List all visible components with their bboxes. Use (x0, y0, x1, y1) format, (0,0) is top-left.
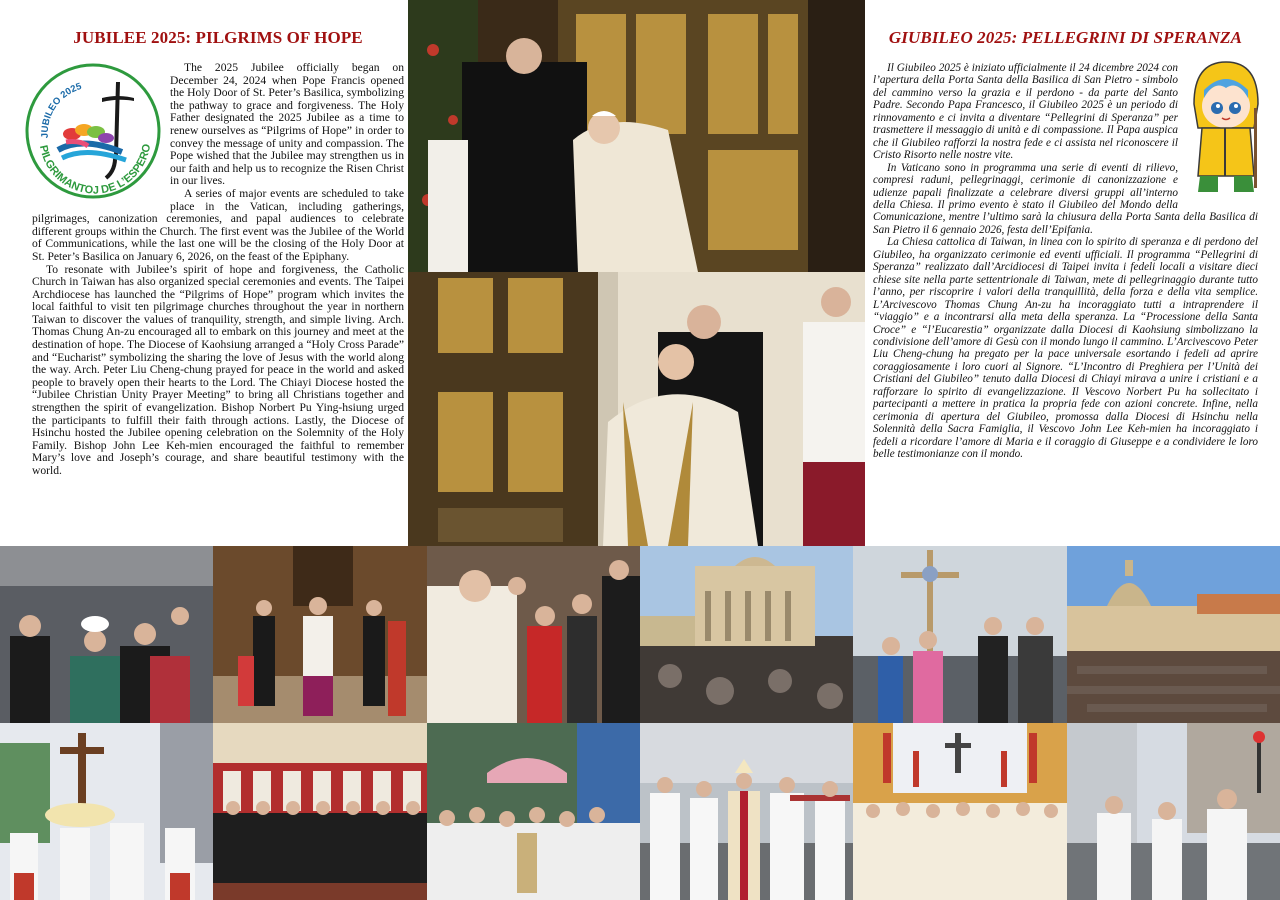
photo-pope-opening-holy-door (408, 0, 865, 272)
jubilee-logo (22, 60, 164, 202)
photo-basilica-crowd-aerial (1067, 546, 1280, 723)
photo-pope-with-children (427, 546, 640, 723)
italian-paragraph-2: In Vaticano sono in programma una serie di eventi di rilievo, compresi raduni, pellegrinaggi, cerimonie di canonizzazione e udienze papali finalizzate a celebrare diversi gruppi all’interno della Chiesa. Il primo evento è stato il Giubileo del Mondo della Comunicazione, mentre l’ultimo sarà la chiusura della Porta Santa della Basilica di San Pietro il 6 gennaio 2026, festa dell’Epifania. (873, 161, 1258, 236)
photo-street-mass-canopy (427, 723, 640, 900)
photo-crowd-with-icon (0, 546, 213, 723)
photo-crucifix-procession-street (0, 723, 213, 900)
photo-bishop-procession-street (640, 723, 853, 900)
italian-article (865, 0, 1280, 546)
photo-church-entrance-group (213, 546, 427, 723)
english-paragraph-1: The 2025 Jubilee officially began on December 24, 2024 when Pope Francis opened the Holy Door of St. Peter’s Basilica, symbolizing the pathway to grace and forgiveness. The Holy Father designated the 2025 Jubilee as a time to renew ourselves as “Pilgrims of Hope” in order to convey the message of unity and compassion. The Pope wished that the Jubilee may strengthen us in our faith and help us to recognize the Risen Christ in our lives. (170, 61, 404, 188)
english-article (0, 0, 410, 546)
luce-mascot-image (1184, 58, 1268, 200)
english-body (32, 62, 404, 478)
photo-procession-with-cross (853, 546, 1067, 723)
italian-title: GIUBILEO 2025: PELLEGRINI DI SPERANZA (888, 28, 1243, 47)
italian-paragraph-3: La Chiesa cattolica di Taiwan, in linea con lo spirito di speranza e di perdono del Giubileo, ha organizzato cerimonie ed eventi ufficiali. Il programma “Pellegrini di Speranza” realizzato dall’Arcidiocesi di Taipei invita i fedeli locali a visitare dieci chiese site nella parte settentrionale di Taiwan, mete di pellegrinaggio durante tutto l’anno, per riscoprire i valori della tranquillità, della forza e della vita semplice. L’Arcivescovo Thomas Chung An-zu ha incoraggiato tutti a intraprendere il “viaggio” e a incontrarsi alla meta della speranza. La “Processione della Santa Croce” e “l’Eucarestia” organizzate dalla Diocesi di Kaohsiung simbolizzano la condivisione dell’amore di Gesù con il mondo lungo il cammino. L’Arcivescovo Peter Liu Cheng-chung ha pregato per la pace universale esortando i fedeli ad aprire coraggiosamente i loro cuori al Signore. “L’Incontro di Preghiera per l’Unità dei Cristiani del Giubileo” tenuto dalla Diocesi di Chiayi mirava a unire i cristiani e a rafforzare lo spirito di evangelizzazione. Il Vescovo Norbert Pu ha sollecitato i partecipanti a mettere in pratica la propria fede con azioni concrete. Infine, nella cerimonia di apertura del Giubileo, promossa dalla Diocesi di Hsinchu nella Solennità della Sacra Famiglia, il Vescovo John Lee Keh-mien ha incoraggiato i fedeli a ricordare l’amore di Maria e il coraggio di Giuseppe e a condividere le loro belle testimonianze con il mondo. (873, 236, 1258, 461)
logo-arc-top-text: JUBILEO 2025 (39, 81, 84, 139)
logo-arc-bottom-text: PILGRIMANTOJ DE L’ESPERO (36, 142, 154, 197)
english-paragraph-3: To resonate with Jubilee’s spirit of hope and forgiveness, the Catholic Church in Taiwan has also organized special ceremonies and events. The Taipei Archdiocese has launched the “Pilgrims of Hope” program which invites the local faithful to visit ten pilgrimage churches throughout the year in northern Taiwan to discover the values of tranquility, strength, and simple living. Arch. Thomas Chung An-zu encouraged all to embark on this journey and meet at the destination of hope. The Diocese of Kaohsiung arranged a “Holy Cross Parade” and “Eucharist” symbolizing the sharing the love of Jesus with the world along the way. Arch. Peter Liu Cheng-chung prayed for peace in the world and asked people to bravely open their hearts to the Lord. The Chiayi Diocese hosted the “Jubilee Christian Unity Prayer Meeting” to bring all Christians together and strengthen the spirit of evangelization. Bishop Norbert Pu Ying-hsiung urged the participants to fulfill their faith through actions. Lastly, the Diocese of Hsinchu hosted the Jubilee opening celebration on the Solemnity of the Holy Family. Bishop John Lee Keh-mien encouraged the faithful to remember Mary’s love and Joseph’s courage, and share beautiful testimony with the world. (32, 262, 404, 477)
english-title: JUBILEE 2025: PILGRIMS OF HOPE (73, 28, 363, 47)
photo-clergy-group-portrait (213, 723, 427, 900)
photo-clergy-city-street (1067, 723, 1280, 900)
photo-church-altar-congregation (853, 723, 1067, 900)
italian-paragraph-1: Il Giubileo 2025 è iniziato ufficialmente il 24 dicembre 2024 con l’apertura della Porta Santa della Basilica di San Pietro - simbolo del cammino verso la grazia e il perdono - da parte del Santo Padre. Secondo Papa Francesco, il Giubileo 2025 è un periodo di rinnovamento e ci invita a diventare “Pellegrini di Speranza” per trasmettere il messaggio di unità e di compassione. Il Papa auspica che il Giubileo rafforzi la nostra fede e ci assista nel riconoscere il Cristo Risorto nelle nostre vite. (873, 62, 1178, 162)
english-paragraph-2: A series of major events are scheduled to take place in the Vatican, including gatherings, pilgrimages, canonization ceremonies, and papal audiences to celebrate different groups within the Church. The first event was the Jubilee of the World of Communications, while the last one will be the closing of the Holy Door at St. Peter’s Basilica on January 6, 2026, on the feast of the Epiphany. (32, 186, 404, 263)
photo-pope-wheelchair-holy-door (408, 272, 865, 546)
italian-body (873, 62, 1258, 461)
photo-st-peters-square (640, 546, 853, 723)
